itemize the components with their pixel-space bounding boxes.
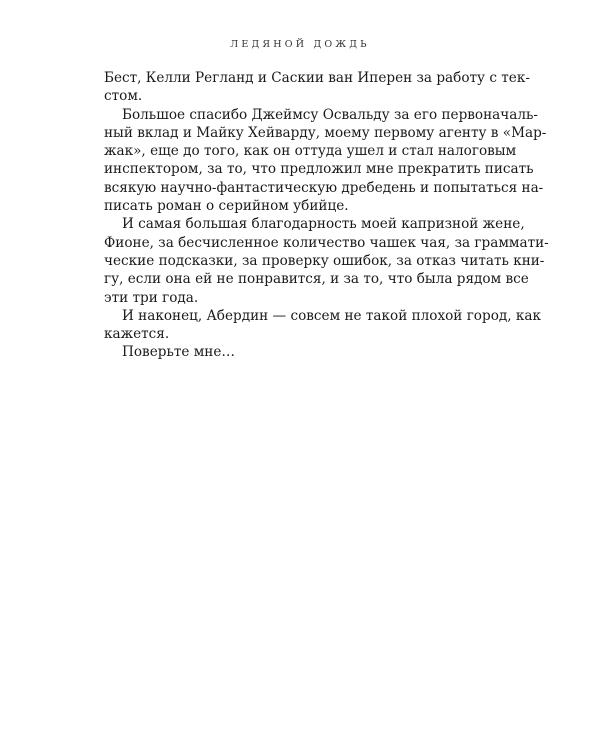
text-line: гу, если она ей не понравится, и за то, что была рядом все bbox=[104, 271, 529, 288]
paragraph bbox=[104, 69, 530, 106]
text-line: Большое спасибо Джеймсу Освальду за его первоначаль- bbox=[122, 106, 538, 123]
paragraph bbox=[104, 106, 547, 216]
text-line: И наконец, Абердин — совсем не такой плохой город, как bbox=[122, 307, 541, 324]
text-line: стом. bbox=[104, 88, 143, 105]
text-line: кажется. bbox=[104, 326, 170, 343]
text-line: писать роман о серийном убийце. bbox=[104, 198, 349, 215]
text-line: инспектором, за то, что предложил мне прекратить писать bbox=[104, 161, 534, 178]
text-line: И самая большая благодарность моей капризной жене, bbox=[122, 216, 525, 233]
text-line: Бест, Келли Регланд и Саскии ван Иперен за работу с тек- bbox=[104, 70, 530, 86]
running-head: ЛЕДЯНОЙ ДОЖДЬ bbox=[230, 39, 370, 50]
text-line: ный вклад и Майку Хейварду, моему первому агенту в «Мар- bbox=[104, 124, 547, 141]
body-text bbox=[104, 69, 549, 362]
paragraph bbox=[104, 215, 549, 306]
text-line: эти три года. bbox=[104, 289, 199, 306]
paragraph bbox=[104, 343, 501, 361]
text-line: всякую научно-фантастическую дребедень и попытаться на- bbox=[104, 179, 544, 196]
text-line: Фионе, за бесчисленное количество чашек чая, за граммати- bbox=[104, 234, 549, 251]
text-line: ческие подсказки, за проверку ошибок, за отказ читать кни- bbox=[104, 252, 545, 269]
text-line: Поверьте мне… bbox=[122, 344, 235, 361]
text-line: жак», еще до того, как он оттуда ушел и стал налоговым bbox=[104, 143, 517, 160]
paragraph bbox=[104, 307, 541, 344]
